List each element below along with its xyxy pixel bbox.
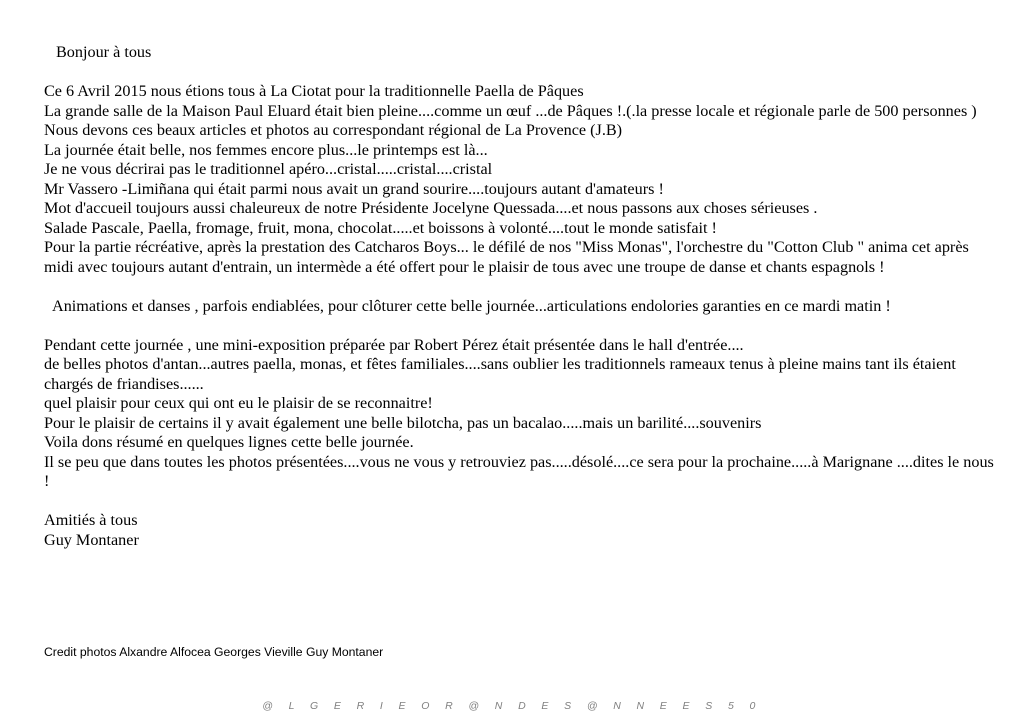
signature: Guy Montaner (44, 530, 139, 549)
text-line: quel plaisir pour ceux qui ont eu le plaisir de se reconnaitre! (44, 394, 433, 412)
paragraph-gap (44, 492, 994, 512)
text-line: Il se peu que dans toutes les photos présentées....vous ne vous y retrouviez pas.....désolé....ce sera pour la prochaine.....à Marignane ....dites le nous ! (44, 452, 994, 490)
text-line: Pour la partie récréative, après la prestation des Catcharos Boys... le défilé de nos "Miss Monas", l'orchestre du "Cotton Club " anima cet après midi avec toujours autant d'entrain, un intermède a été offert pour le plaisir de tous avec une troupe de danse et chants espagnols ! (44, 238, 969, 276)
text-line: Ce 6 Avril 2015 nous étions tous à La Ciotat pour la traditionnelle Paella de Pâques (44, 82, 584, 100)
text-line: Salade Pascale, Paella, fromage, fruit, mona, chocolat.....et boissons à volonté....tout le monde satisfait ! (44, 218, 717, 237)
text-line: Mot d'accueil toujours aussi chaleureux de notre Présidente Jocelyne Quessada....et nous passons aux choses sérieuses . (44, 199, 818, 217)
paragraph-gap (44, 63, 994, 83)
paragraph-event (44, 82, 994, 277)
text-line: Voila dons résumé en quelques lignes cette belle journée. (44, 433, 414, 451)
text-line: Je ne vous décrirai pas le traditionnel apéro...cristal.....cristal....cristal (44, 160, 493, 178)
paragraph-exhibition (44, 336, 994, 492)
text-line: Nous devons ces beaux articles et photos au correspondant régional de La Provence (J.B) (44, 121, 623, 139)
footer-watermark: @ L G E R I E O R @ N D E S @ N N E E S 5 0 (262, 700, 762, 712)
closing: Amitiés à tous (44, 511, 138, 529)
letter-body (44, 43, 994, 550)
text-line: Pendant cette journée , une mini-exposition préparée par Robert Pérez était présentée dans le hall d'entrée.... (44, 335, 744, 354)
text-line: de belles photos d'antan...autres paella, monas, et fêtes familiales....sans oublier les traditionnels rameaux tenus à pleine mains tant ils étaient chargés de friandises...... (44, 355, 956, 393)
text-line: La journée était belle, nos femmes encore plus...le printemps est là... (44, 140, 488, 159)
paragraph-gap (44, 316, 994, 336)
text-line: La grande salle de la Maison Paul Eluard était bien pleine....comme un œuf ...de Pâques !.(.la presse locale et régionale parle de 500 personnes ) (44, 101, 977, 120)
text-line: Pour le plaisir de certains il y avait également une belle bilotcha, pas un bacalao.....mais un barilité....souvenirs (44, 413, 762, 432)
text-line: Mr Vassero -Limiñana qui était parmi nous avait un grand sourire....toujours autant d'amateurs ! (44, 179, 664, 198)
paragraph-gap (44, 277, 994, 297)
greeting: Bonjour à tous (56, 43, 152, 61)
paragraph-animations: Animations et danses , parfois endiablées, pour clôturer cette belle journée...articulations endolories garanties en ce mardi matin ! (52, 296, 891, 315)
photo-credit: Credit photos Alxandre Alfocea Georges Vieville Guy Montaner (44, 645, 384, 659)
